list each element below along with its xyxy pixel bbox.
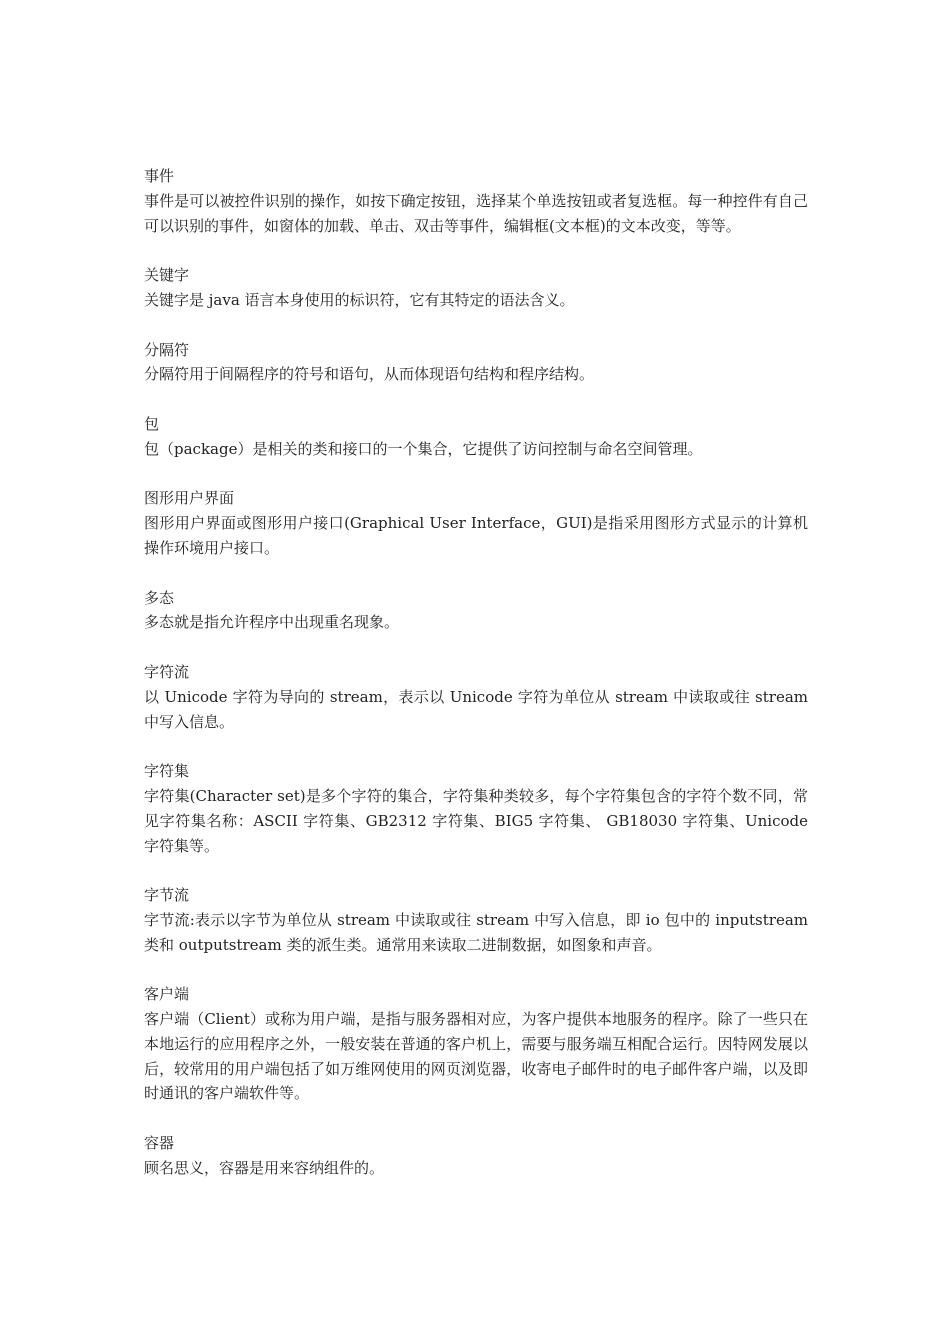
glossary-entry-event — [144, 164, 808, 238]
entry-term: 客户端 — [144, 985, 190, 1004]
glossary-entry-client — [144, 982, 808, 1106]
glossary-entry-package — [144, 412, 808, 462]
entry-term: 字节流 — [144, 886, 190, 905]
entry-term: 分隔符 — [144, 340, 190, 359]
entry-definition: 顾名思义，容器是用来容纳组件的。 — [144, 1158, 385, 1177]
entry-definition: 字符集(Character set)是多个字符的集合，字符集种类较多，每个字符集包含的字符个数不同，常见字符集名称：ASCII 字符集、GB2312 字符集、BIG5 字符集、 GB18030 字符集、Unicode 字符集等。 — [144, 786, 808, 855]
entry-term: 多态 — [144, 588, 175, 607]
entry-term: 字符流 — [144, 662, 190, 681]
glossary-entry-character-set — [144, 759, 808, 858]
glossary-entry-gui — [144, 486, 808, 560]
entry-term: 包 — [144, 414, 160, 433]
entry-definition: 多态就是指允许程序中出现重名现象。 — [144, 613, 400, 632]
glossary-entry-keyword — [144, 263, 808, 313]
entry-term: 容器 — [144, 1134, 175, 1153]
glossary-entry-byte-stream — [144, 883, 808, 957]
entry-definition: 包（package）是相关的类和接口的一个集合，它提供了访问控制与命名空间管理。 — [144, 439, 703, 458]
glossary-entry-separator — [144, 338, 808, 388]
entry-definition: 字节流:表示以字节为单位从 stream 中读取或往 stream 中写入信息，即 io 包中的 inputstream 类和 outputstream 类的派生类。通常用来读取二进制数据，如图象和声音。 — [144, 910, 808, 954]
entry-term: 字符集 — [144, 762, 190, 781]
entry-definition: 以 Unicode 字符为导向的 stream，表示以 Unicode 字符为单位从 stream 中读取或往 stream 中写入信息。 — [144, 687, 808, 731]
glossary-entry-character-stream — [144, 660, 808, 734]
entry-definition: 分隔符用于间隔程序的符号和语句，从而体现语句结构和程序结构。 — [144, 365, 595, 384]
glossary-content — [144, 164, 808, 1205]
entry-term: 事件 — [144, 167, 175, 185]
entry-term: 关键字 — [144, 266, 190, 285]
glossary-entry-container — [144, 1131, 808, 1181]
glossary-entry-polymorphism — [144, 586, 808, 636]
entry-definition: 图形用户界面或图形用户接口(Graphical User Interface，GUI)是指采用图形方式显示的计算机操作环境用户接口。 — [144, 514, 808, 557]
entry-definition: 客户端（Client）或称为用户端，是指与服务器相对应，为客户提供本地服务的程序。除了一些只在本地运行的应用程序之外，一般安装在普通的客户机上，需要与服务端互相配合运行。因特网发展以后，较常用的用户端包括了如万维网使用的网页浏览器，收寄电子邮件时的电子邮件客户端，以及即时通讯的客户端软件等。 — [144, 1010, 808, 1103]
entry-term: 图形用户界面 — [144, 489, 235, 508]
entry-definition: 关键字是 java 语言本身使用的标识符，它有其特定的语法含义。 — [144, 290, 575, 309]
entry-definition: 事件是可以被控件识别的操作，如按下确定按钮，选择某个单选按钮或者复选框。每一种控件有自己可以识别的事件，如窗体的加载、单击、双击等事件，编辑框(文本框)的文本改变，等等。 — [144, 191, 808, 235]
